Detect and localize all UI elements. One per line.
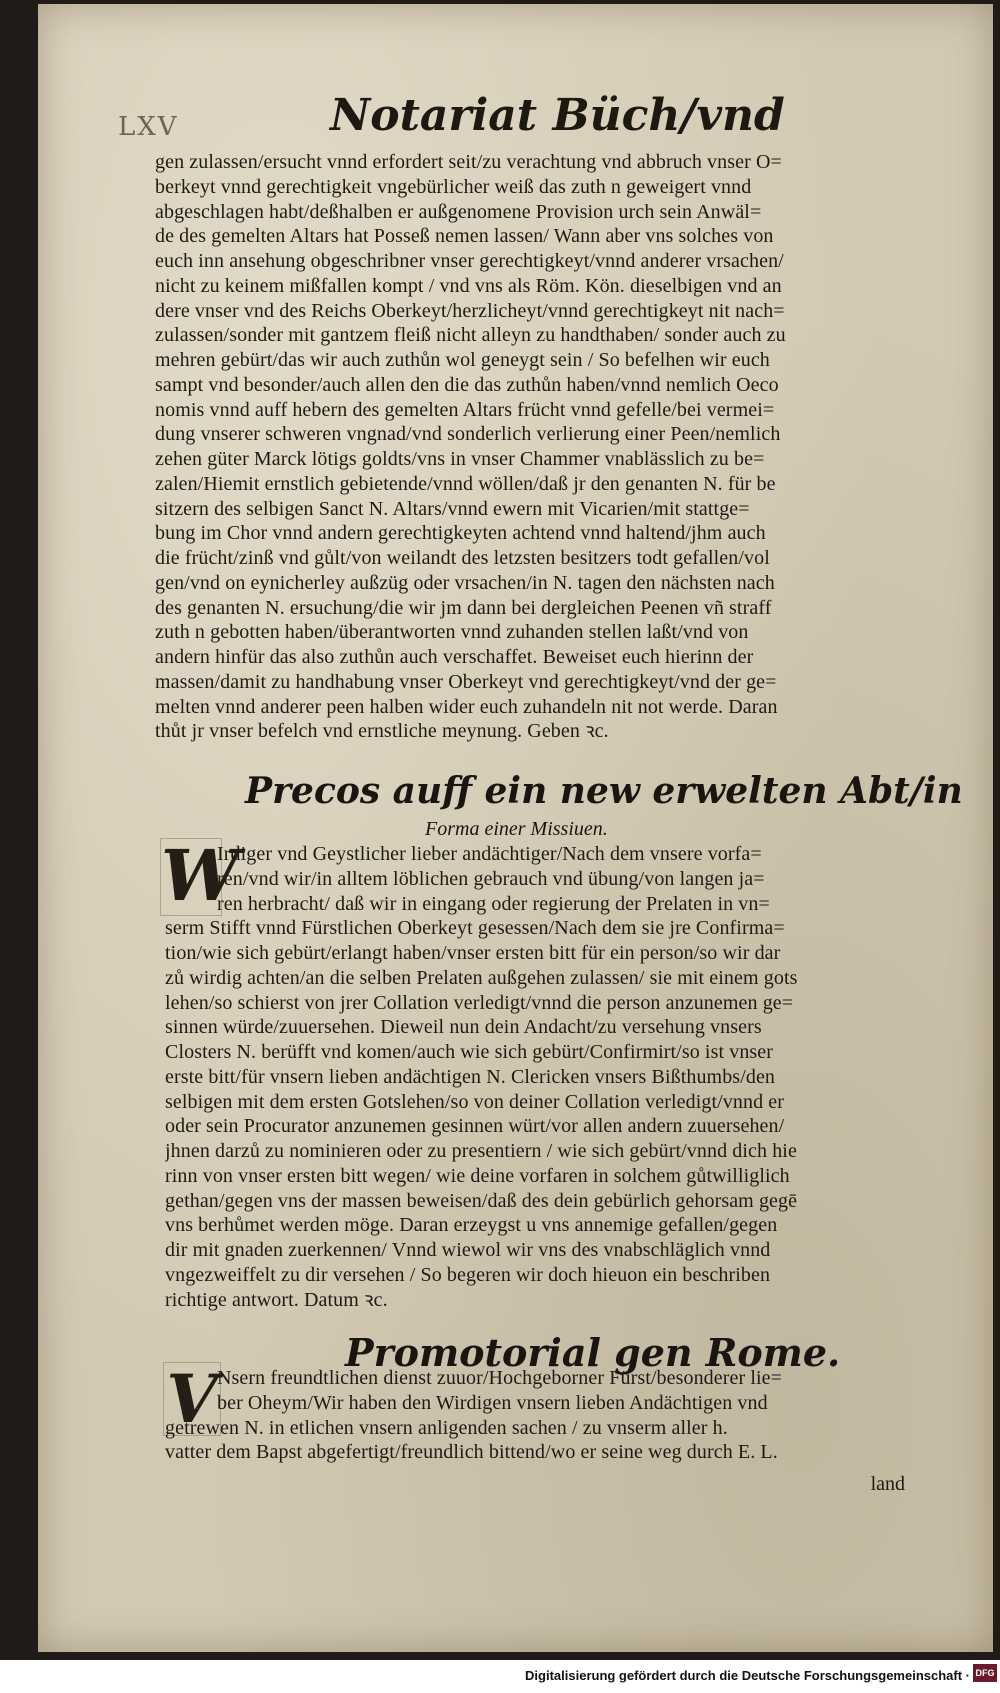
- text-line: lehen/so schierst von jrer Collation verledigt/vnnd die person anzunemen ge=: [165, 991, 794, 1014]
- text-line: die frücht/zinß vnd gůlt/von weilandt des letzsten besitzers todt gefallen/vol: [155, 547, 770, 569]
- text-line: erste bitt/für vnsern lieben andächtigen N. Clericken vnsers Bißthumbs/den: [165, 1065, 776, 1088]
- text-line: de des gemelten Altars hat Posseß nemen lassen/ Wann aber vns solches von: [155, 225, 774, 248]
- text-line: Irdiger vnd Geystlicher lieber andächtiger/Nach dem vnsere vorfa=: [217, 843, 762, 865]
- text-line: dere vnser vnd des Reichs Oberkeyt/herzlicheyt/vnnd gerechtigkeyt nit nach=: [155, 299, 785, 322]
- text-line: zehen güter Marck lötigs goldts/vns in vnser Chammer vnablässlich zu be=: [155, 448, 765, 470]
- digitization-credit: Digitalisierung gefördert durch die Deutsche Forschungsgemeinschaft ·: [525, 1668, 970, 1683]
- text-line: jhnen darzů zu nominieren oder zu presentiern / wie sich gebürt/vnnd dich hie: [165, 1140, 797, 1162]
- text-line: mehren gebürt/das wir auch zuthůn wol geneygt sein / So befelhen wir euch: [155, 349, 770, 371]
- section-2-subtitle: Forma einer Missiuen.: [425, 818, 608, 840]
- catchword: land: [870, 1473, 905, 1495]
- text-line: Nsern freundtlichen dienst zuuor/Hochgeborner Fürst/besonderer lie=: [217, 1367, 783, 1389]
- section-1-text: [155, 150, 940, 744]
- section-3-title: Promotorial gen Rome.: [345, 1330, 841, 1375]
- text-line: vatter dem Bapst abgefertigt/freundlich bittend/wo er seine weg durch E. L.: [165, 1441, 778, 1464]
- text-line: thůt jr vnser befelch vnd ernstliche meynung. Geben ꝛc.: [155, 720, 609, 743]
- text-line: dung vnserer schweren vngnad/vnd sonderlich verlierung einer Peen/nemlich: [155, 423, 781, 446]
- text-line: getrewen N. in etlichen vnsern anligenden sachen / zu vnserm aller h.: [165, 1416, 728, 1439]
- text-line: ber Oheym/Wir haben den Wirdigen vnsern lieben Andächtigen vnd: [217, 1391, 768, 1414]
- text-line: zulassen/sonder mit gantzem fleiß nicht alleyn zu handthaben/ sonder auch zu: [155, 324, 786, 347]
- text-line: zuth n gebotten haben/überantworten vnnd zuhanden stellen laßt/vnd von: [155, 621, 749, 644]
- text-line: zů wirdig achten/an die selben Prelaten außgehen zulassen/ sie mit einem gots: [165, 966, 798, 989]
- text-line: tion/wie sich gebürt/erlangt haben/vnser ersten bitt für ein person/so wir dar: [165, 942, 781, 964]
- text-line: Closters N. berüfft vnd komen/auch wie sich gebürt/Confirmirt/so ist vnser: [165, 1041, 774, 1063]
- text-line: dir mit gnaden zuerkennen/ Vnnd wiewol wir vns des vnabschläglich vnnd: [165, 1239, 771, 1261]
- text-line: sampt vnd besonder/auch allen den die das zuthůn haben/vnnd nemlich Oeco: [155, 373, 779, 396]
- dfg-logo: DFG: [973, 1664, 997, 1682]
- text-line: sitzern des selbigen Sanct N. Altars/vnnd ewern mit Vicarien/mit stattge=: [155, 497, 750, 520]
- text-line: vns berhůmet werden möge. Daran erzeygst u vns annemige gefallen/gegen: [165, 1214, 778, 1237]
- text-line: sinnen würde/zuuersehen. Dieweil nun dein Andacht/zu versehung vnsers: [165, 1016, 762, 1039]
- section-2-title: Precos auff ein new erwelten Abt/in: [245, 770, 963, 812]
- text-line: berkeyt vnnd gerechtigkeit vngebürlicher weiß das zuth n geweigert vnnd: [155, 175, 752, 198]
- text-line: nomis vnnd auff hebern des gemelten Altars frücht vnnd gefelle/bei vermei=: [155, 398, 775, 421]
- text-line: bung im Chor vnnd andern gerechtigkeyten achtend vnnd haltend/jhm auch: [155, 522, 766, 545]
- text-line: massen/damit zu handhabung vnser Oberkeyt vnd gerechtigkeyt/vnd der ge=: [155, 670, 777, 693]
- text-line: des genanten N. ersuchung/die wir jm dann bei dergleichen Peenen vñ straff: [155, 596, 772, 619]
- text-line: ren/vnd wir/in alltem löblichen gebrauch vnd übung/von langen ja=: [217, 867, 765, 890]
- text-line: oder sein Procurator anzunemen gesinnen würt/vor allen andern zuuersehen/: [165, 1115, 785, 1138]
- text-line: selbigen mit dem ersten Gotslehen/so von deiner Collation verledigt/vnnd er: [165, 1090, 785, 1113]
- text-line: ren herbracht/ daß wir in eingang oder regierung der Prelaten in vn=: [217, 892, 770, 915]
- text-line: rinn von vnser ersten bitt wegen/ wie deine vorfaren in solchem gůtwilliglich: [165, 1164, 790, 1187]
- text-line: gethan/gegen vns der massen beweisen/daß des dein gebürlich gehorsam gegē: [165, 1189, 798, 1212]
- folio-number: LXV: [118, 112, 179, 142]
- text-line: nicht zu keinem mißfallen kompt / vnd vns als Röm. Kön. dieselbigen vnd an: [155, 274, 782, 297]
- text-line: gen/vnd on eynicherley außzüg oder vrsachen/in N. tagen den nächsten nach: [155, 571, 775, 594]
- text-line: zalen/Hiemit ernstlich gebietende/vnnd wöllen/daß jr den genanten N. für be: [155, 472, 776, 495]
- decorated-initial-v: V: [163, 1362, 221, 1436]
- running-head: Notariat Büch/vnd: [330, 90, 785, 141]
- decorated-initial-w: W: [161, 834, 240, 917]
- text-line: richtige antwort. Datum ꝛc.: [165, 1288, 388, 1311]
- section-3-text: [165, 1366, 940, 1465]
- text-line: abgeschlagen habt/deßhalben er außgenomene Provision urch sein Anwäl=: [155, 200, 762, 223]
- text-line: vngezweiffelt zu dir versehen / So begeren wir doch hieuon ein beschriben: [165, 1263, 771, 1286]
- text-line: melten vnnd anderer peen halben wider euch zuhandeln nit not werde. Daran: [155, 695, 778, 718]
- text-line: euch inn ansehung obgeschribner vnser gerechtigkeyt/vnnd anderer vrsachen/: [155, 250, 784, 272]
- text-line: gen zulassen/ersucht vnnd erfordert seit/zu verachtung vnd abbruch vnser O=: [155, 151, 782, 173]
- section-2-text: [165, 842, 940, 1312]
- text-line: andern hinfür das also zuthůn auch verschaffet. Beweiset euch hierinn der: [155, 646, 754, 668]
- text-line: serm Stifft vnnd Fürstlichen Oberkeyt gesessen/Nach dem sie jre Confirma=: [165, 917, 785, 940]
